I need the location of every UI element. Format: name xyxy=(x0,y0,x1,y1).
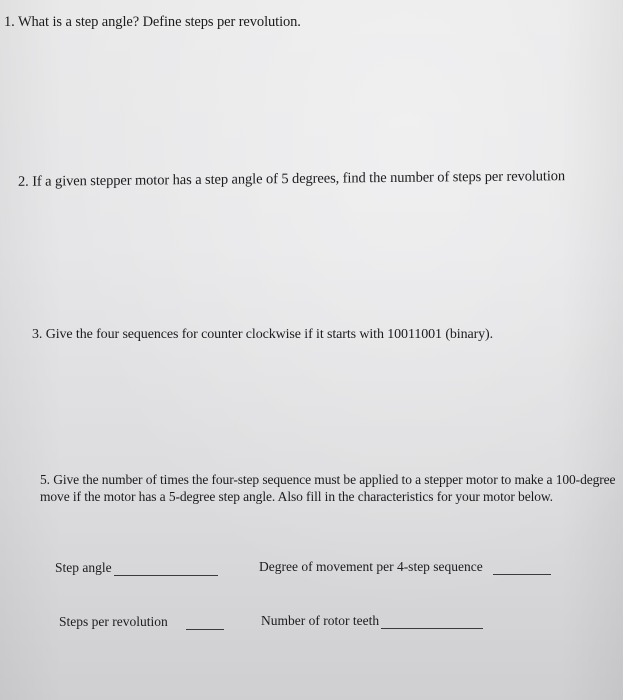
degree-per-sequence-blank xyxy=(493,562,551,575)
degree-per-sequence-label: Degree of movement per 4-step sequence xyxy=(259,559,483,574)
degree-per-sequence-field xyxy=(259,559,551,575)
step-angle-label: Step angle xyxy=(55,560,112,575)
steps-per-revolution-label: Steps per revolution xyxy=(59,614,168,629)
rotor-teeth-label: Number of rotor teeth xyxy=(261,613,380,628)
question-5: 5. Give the number of times the four-step sequence must be applied to a stepper motor to make a 100-degree move if the motor has a 5-degree step angle. Also fill in the characteristics for your motor below. xyxy=(40,472,616,505)
rotor-teeth-blank xyxy=(381,616,483,629)
steps-per-revolution-blank xyxy=(186,617,224,630)
question-2: 2. If a given stepper motor has a step angle of 5 degrees, find the number of steps per revolution xyxy=(18,168,566,190)
steps-per-revolution-field xyxy=(59,614,224,630)
step-angle-field xyxy=(55,560,218,576)
question-1: 1. What is a step angle? Define steps per revolution. xyxy=(4,14,301,30)
rotor-teeth-field xyxy=(261,613,483,629)
step-angle-blank xyxy=(114,563,218,576)
question-3: 3. Give the four sequences for counter clockwise if it starts with 10011001 (binary). xyxy=(32,327,494,342)
